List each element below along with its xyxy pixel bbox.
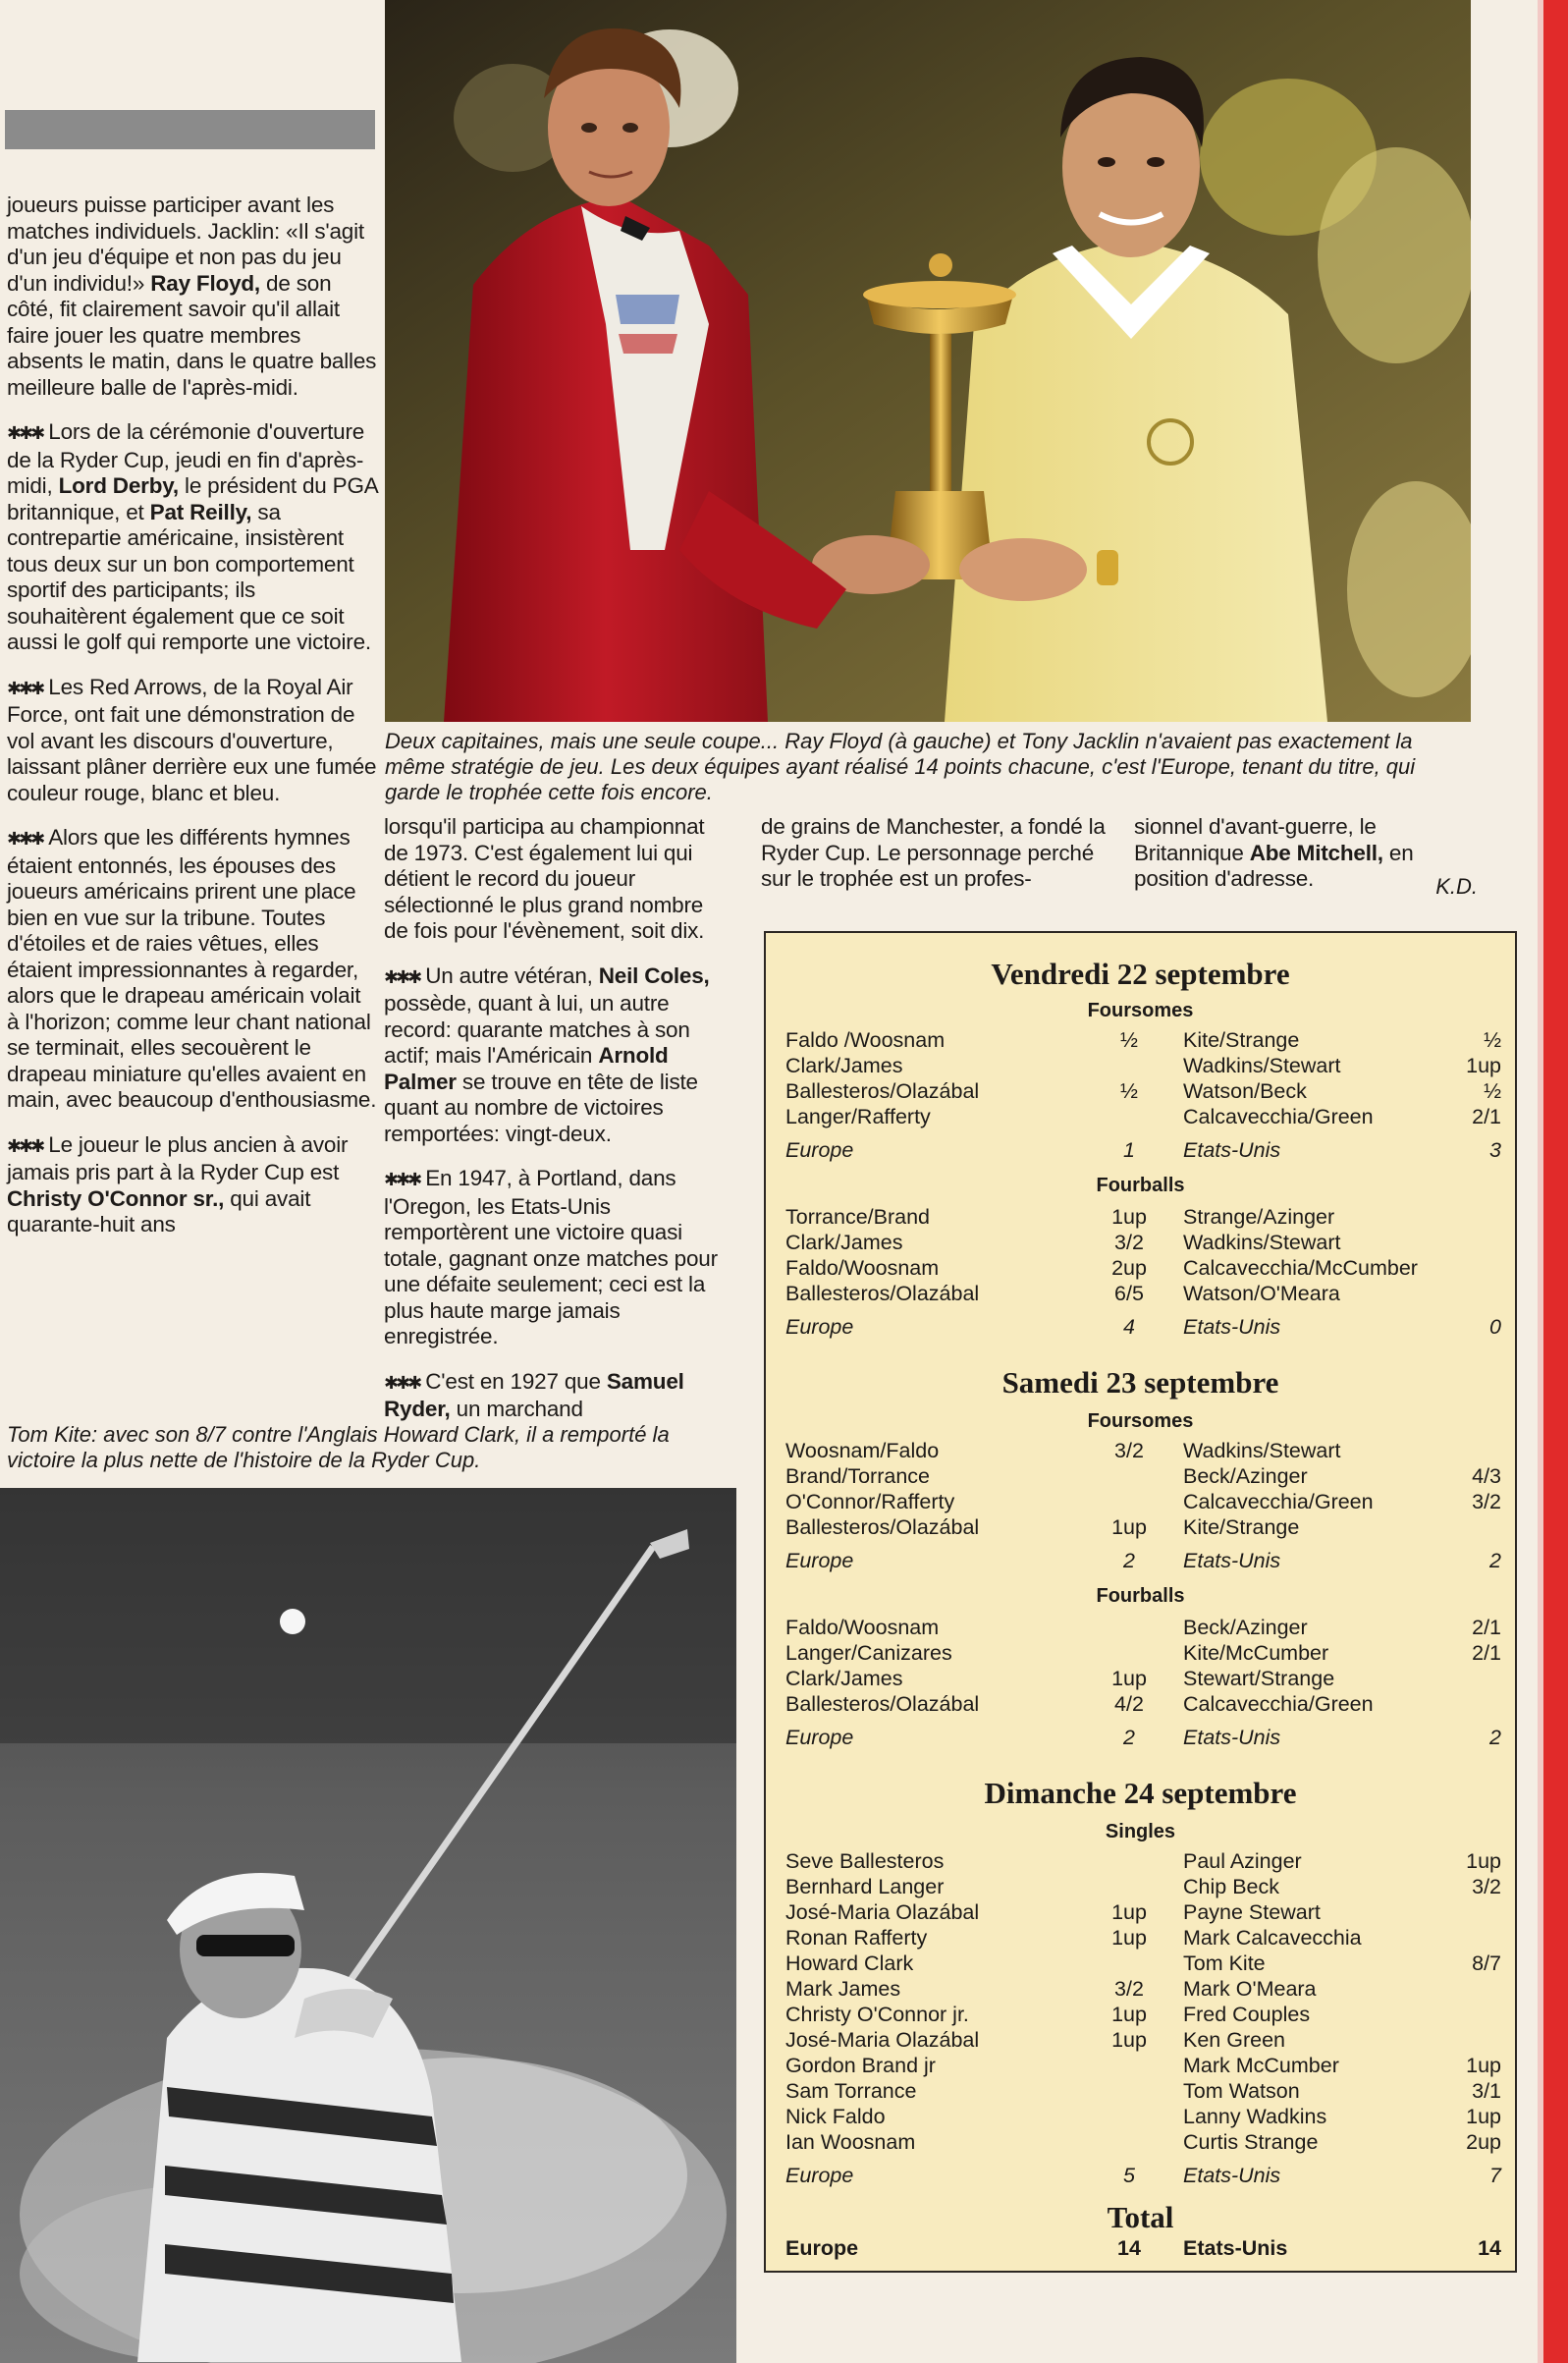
photo-tom-kite-bunker — [0, 1488, 736, 2363]
asterism-icon: ✱✱✱ — [7, 1135, 43, 1157]
table-row: Langer/Rafferty Calcavecchia/Green 2/1 — [785, 1105, 1501, 1128]
session-title: Fourballs — [1096, 1585, 1185, 1607]
day-title: Vendredi 22 septembre — [991, 957, 1290, 991]
table-row: Ballesteros/Olazábal 4/2 Calcavecchia/Green — [785, 1692, 1374, 1716]
paragraph: joueurs puisse participer avant les matches individuels. Jacklin: «Il s'agit d'un jeu d'équipe et non pas du jeu d'un individu!» Ray Floyd, de son côté, fit clairement savoir qu'il allait faire jouer les quatre membres absents le matin, dans le quatre balles meilleure balle de l'après-midi. — [7, 192, 377, 400]
table-row: Howard Clark Tom Kite 8/7 — [785, 1951, 1501, 1975]
table-row: Clark/James Wadkins/Stewart 1up — [785, 1054, 1501, 1077]
asterism-icon: ✱✱✱ — [7, 829, 43, 850]
middle-text-column — [384, 814, 728, 1442]
page-edge-red-stripe — [1543, 0, 1568, 2363]
table-row: Brand/Torrance Beck/Azinger 4/3 — [785, 1464, 1501, 1488]
session-total-row: Europe 1 Etats-Unis 3 — [785, 1138, 1501, 1162]
day-title: Samedi 23 septembre — [1001, 1365, 1279, 1400]
table-row: Sam Torrance Tom Watson 3/1 — [785, 2079, 1501, 2103]
session-total-row: Europe 2 Etats-Unis 2 — [785, 1726, 1501, 1749]
table-row: Christy O'Connor jr. 1up Fred Couples — [785, 2003, 1311, 2026]
paragraph: ✱✱✱ Alors que les différents hymnes étaient entonnés, les épouses des joueurs américains prirent une place bien en vue sur la tribune. Toutes d'étoiles et de raies vêtues, elles étaient impressionnantes à regarder, alors que le drapeau américain volait à l'horizon; comme leur chant national se terminait, elles secouèrent le drapeau miniature qu'elles avaient en main, avec beaucoup d'enthousiasme. — [7, 825, 377, 1112]
session-total-row: Europe 2 Etats-Unis 2 — [785, 1549, 1501, 1572]
table-row: José-Maria Olazábal 1up Ken Green — [785, 2028, 1285, 2052]
asterism-icon: ✱✱✱ — [384, 1372, 420, 1394]
grand-total-row: Europe 14 Etats-Unis 14 — [785, 2236, 1501, 2260]
table-row: Ian Woosnam Curtis Strange 2up — [785, 2130, 1501, 2154]
paragraph: lorsqu'il participa au championnat de 1973. C'est également lui qui détient le record du joueur sélectionné le plus grand nombre de fois pour l'évènement, soit dix. — [384, 814, 705, 943]
table-row: Ronan Rafferty 1up Mark Calcavecchia — [785, 1926, 1362, 1950]
paragraph: ✱✱✱ Un autre vétéran, Neil Coles, possède, quant à lui, un autre record: quarante matches à son actif; mais l'Américain Arnold Palmer se trouve en tête de liste quant au nombre de victoires remportées: vingt-deux. — [384, 962, 710, 1146]
photo-caption-top: Deux capitaines, mais une seule coupe... Ray Floyd (à gauche) et Tony Jacklin n'avaient pas exactement la même stratégie de jeu. Les deux équipes ayant réalisé 14 points chacune, c'est l'Europe, tenant du titre, qui garde le trophée cette fois encore. — [385, 729, 1416, 804]
table-row: Faldo /Woosnam ½ Kite/Strange ½ — [785, 1028, 1501, 1052]
paragraph: ✱✱✱ Les Red Arrows, de la Royal Air Force, ont fait une démonstration de vol avant les discours d'ouverture, laissant plâner derrière eux une fumée couleur rouge, blanc et bleu. — [7, 674, 377, 805]
session-total-row: Europe 5 Etats-Unis 7 — [785, 2164, 1501, 2187]
paragraph: ✱✱✱ En 1947, à Portland, dans l'Oregon, les Etats-Unis remportèrent une victoire quasi totale, gagnant onze matches pour une défaite seulement; ceci est la plus haute marge jamais enregistrée. — [384, 1166, 718, 1348]
paragraph: ✱✱✱ C'est en 1927 que Samuel Ryder, un marchand — [384, 1368, 684, 1421]
table-row: José-Maria Olazábal 1up Payne Stewart — [785, 1900, 1321, 1924]
results-table — [764, 931, 1517, 2273]
table-row: Ballesteros/Olazábal ½ Watson/Beck ½ — [785, 1079, 1501, 1103]
table-row: O'Connor/Rafferty Calcavecchia/Green 3/2 — [785, 1490, 1501, 1513]
table-row: Bernhard Langer Chip Beck 3/2 — [785, 1875, 1501, 1898]
asterism-icon: ✱✱✱ — [384, 1170, 420, 1190]
asterism-icon: ✱✱✱ — [384, 966, 420, 988]
table-row: Woosnam/Faldo 3/2 Wadkins/Stewart — [785, 1439, 1341, 1462]
right-text-column-a: de grains de Manchester, a fondé la Ryder Cup. Le personnage perché sur le trophée est un profes- — [761, 814, 1106, 891]
author-signature: K.D. — [1435, 874, 1478, 899]
right-text-column-b: sionnel d'avant-guerre, le Britannique Abe Mitchell, en position d'adresse. — [1134, 814, 1414, 891]
asterism-icon: ✱✱✱ — [7, 423, 43, 444]
table-row: Torrance/Brand 1up Strange/Azinger — [785, 1205, 1335, 1229]
table-row: Gordon Brand jr Mark McCumber 1up — [785, 2054, 1501, 2077]
table-row: Faldo/Woosnam 2up Calcavecchia/McCumber — [785, 1256, 1418, 1280]
table-row: Langer/Canizares Kite/McCumber 2/1 — [785, 1641, 1501, 1665]
table-row: Faldo/Woosnam Beck/Azinger 2/1 — [785, 1616, 1501, 1639]
table-row: Clark/James 3/2 Wadkins/Stewart — [785, 1231, 1341, 1254]
paragraph: ✱✱✱ Le joueur le plus ancien à avoir jamais pris part à la Ryder Cup est Christy O'Connor sr., qui avait quarante-huit ans — [7, 1131, 349, 1236]
left-text-column — [7, 192, 378, 1257]
session-total-row: Europe 4 Etats-Unis 0 — [785, 1315, 1501, 1339]
session-title: Foursomes — [1087, 1000, 1194, 1021]
paragraph: ✱✱✱ Lors de la cérémonie d'ouverture de la Ryder Cup, jeudi en fin d'après-midi, Lord Derby, le président du PGA britannique, et Pat Reilly, sa contrepartie américaine, insistèrent tous deux sur un bon comportement sportif des participants; ils souhaitèrent également que ce soit aussi le golf qui remporte une victoire. — [7, 419, 378, 654]
session-title: Foursomes — [1087, 1410, 1194, 1432]
table-row: Seve Ballesteros Paul Azinger 1up — [785, 1849, 1501, 1873]
asterism-icon: ✱✱✱ — [7, 678, 43, 699]
photo-captains-trophy — [385, 0, 1471, 722]
day-title: Dimanche 24 septembre — [984, 1776, 1297, 1810]
table-row: Mark James 3/2 Mark O'Meara — [785, 1977, 1317, 2001]
grand-total-title: Total — [1107, 2200, 1174, 2234]
table-row: Clark/James 1up Stewart/Strange — [785, 1667, 1335, 1690]
photo-caption-bottom: Tom Kite: avec son 8/7 contre l'Anglais Howard Clark, il a remporté la victoire la plus nette de l'histoire de la Ryder Cup. — [7, 1422, 670, 1472]
session-title: Fourballs — [1096, 1175, 1185, 1196]
table-row: Ballesteros/Olazábal 6/5 Watson/O'Meara — [785, 1282, 1340, 1305]
session-title: Singles — [1105, 1821, 1176, 1842]
column-header-bar — [5, 110, 375, 149]
table-row: Nick Faldo Lanny Wadkins 1up — [785, 2105, 1501, 2128]
table-row: Ballesteros/Olazábal 1up Kite/Strange — [785, 1515, 1300, 1539]
